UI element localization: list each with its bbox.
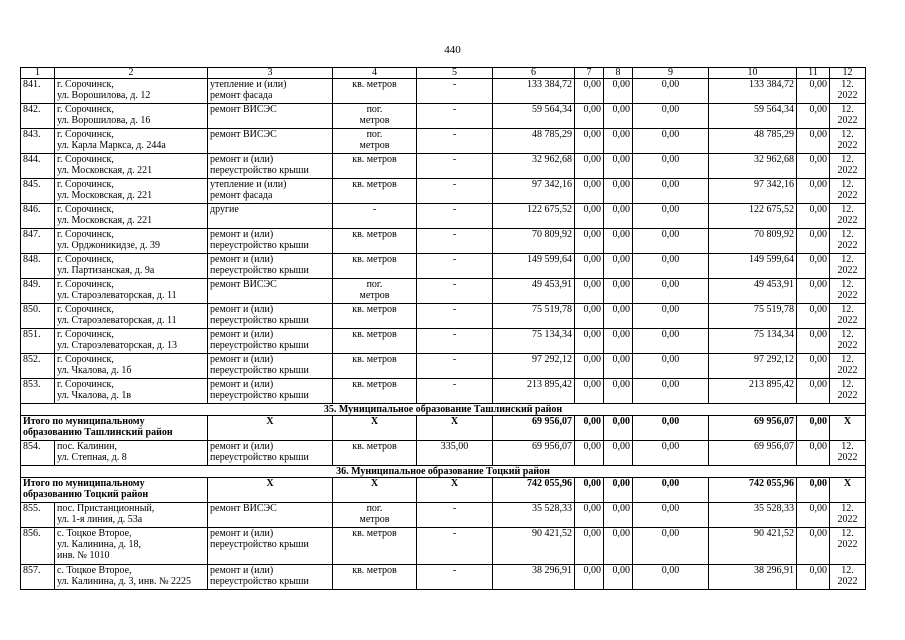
address: г. Сорочинск, ул. Карла Маркса, д. 244а [55,129,208,154]
col-11: 0,00 [797,329,830,354]
unit: кв. метров [333,79,417,104]
col-9: 0,00 [633,354,709,379]
column-number-1: 1 [21,68,55,79]
cost: 75 134,34 [493,329,575,354]
work-type: ремонт и (или) переустройство крыши [208,379,333,404]
address: г. Сорочинск, ул. Партизанская, д. 9а [55,254,208,279]
work-type: ремонт и (или) переустройство крыши [208,304,333,329]
col-9: 0,00 [633,104,709,129]
deadline: 12. 2022 [830,179,866,204]
col-7: 0,00 [575,254,604,279]
address: г. Сорочинск, ул. Московская, д. 221 [55,179,208,204]
work-type: ремонт и (или) переустройство крыши [208,354,333,379]
work-type: ремонт и (или) переустройство крыши [208,329,333,354]
col-8: 0,00 [604,204,633,229]
unit: пог. метров [333,279,417,304]
row-number: 856. [21,528,55,565]
quantity: 335,00 [417,441,493,466]
table-row [21,129,866,154]
table-body [21,68,866,590]
table-row [21,379,866,404]
deadline: 12. 2022 [830,254,866,279]
col-11: 0,00 [797,354,830,379]
unit: кв. метров [333,179,417,204]
deadline: 12. 2022 [830,229,866,254]
address: г. Сорочинск, ул. Московская, д. 221 [55,154,208,179]
work-type: ремонт и (или) переустройство крыши [208,254,333,279]
col-8: 0,00 [604,254,633,279]
table-row [21,441,866,466]
col-8: 0,00 [604,104,633,129]
deadline: 12. 2022 [830,104,866,129]
cost: 133 384,72 [493,79,575,104]
col-8: 0,00 [604,379,633,404]
deadline: 12. 2022 [830,565,866,590]
cost: 59 564,34 [493,104,575,129]
subtotal-row [21,416,866,441]
row-number: 851. [21,329,55,354]
subtotal-work-type: X [208,478,333,503]
cost: 32 962,68 [493,154,575,179]
col-7: 0,00 [575,279,604,304]
subtotal-col-7: 0,00 [575,416,604,441]
col-8: 0,00 [604,441,633,466]
col-9: 0,00 [633,565,709,590]
table-row [21,154,866,179]
total-cost: 70 809,92 [709,229,797,254]
column-number-3: 3 [208,68,333,79]
subtotal-deadline: X [830,478,866,503]
subtotal-col-11: 0,00 [797,478,830,503]
quantity: - [417,528,493,565]
subtotal-col-8: 0,00 [604,478,633,503]
row-number: 857. [21,565,55,590]
address: г. Сорочинск, ул. Староэлеваторская, д. 13 [55,329,208,354]
row-number: 847. [21,229,55,254]
work-type: ремонт и (или) переустройство крыши [208,528,333,565]
subtotal-unit: X [333,416,417,441]
col-7: 0,00 [575,129,604,154]
quantity: - [417,254,493,279]
subtotal-col-9: 0,00 [633,416,709,441]
column-number-12: 12 [830,68,866,79]
address: г. Сорочинск, ул. Московская, д. 221 [55,204,208,229]
quantity: - [417,154,493,179]
col-9: 0,00 [633,154,709,179]
address: пос. Пристанционный, ул. 1-я линия, д. 53а [55,503,208,528]
total-cost: 90 421,52 [709,528,797,565]
page-number: 440 [444,44,461,56]
quantity: - [417,229,493,254]
col-8: 0,00 [604,354,633,379]
quantity: - [417,104,493,129]
col-7: 0,00 [575,354,604,379]
cost: 35 528,33 [493,503,575,528]
address: г. Сорочинск, ул. Ворошилова, д. 12 [55,79,208,104]
work-type: ремонт и (или) переустройство крыши [208,441,333,466]
deadline: 12. 2022 [830,204,866,229]
row-number: 852. [21,354,55,379]
col-11: 0,00 [797,79,830,104]
col-11: 0,00 [797,503,830,528]
col-9: 0,00 [633,204,709,229]
address: с. Тоцкое Второе, ул. Калинина, д. 3, инв. № 2225 [55,565,208,590]
total-cost: 59 564,34 [709,104,797,129]
col-9: 0,00 [633,229,709,254]
address: г. Сорочинск, ул. Чкалова, д. 1б [55,354,208,379]
cost: 97 292,12 [493,354,575,379]
subtotal-total-cost: 742 055,96 [709,478,797,503]
deadline: 12. 2022 [830,379,866,404]
total-cost: 133 384,72 [709,79,797,104]
subtotal-row [21,478,866,503]
col-11: 0,00 [797,304,830,329]
total-cost: 35 528,33 [709,503,797,528]
col-11: 0,00 [797,528,830,565]
col-11: 0,00 [797,279,830,304]
col-7: 0,00 [575,304,604,329]
table-row [21,204,866,229]
total-cost: 69 956,07 [709,441,797,466]
column-number-4: 4 [333,68,417,79]
unit: кв. метров [333,354,417,379]
table-row [21,565,866,590]
col-9: 0,00 [633,441,709,466]
row-number: 854. [21,441,55,466]
unit: кв. метров [333,379,417,404]
total-cost: 149 599,64 [709,254,797,279]
quantity: - [417,379,493,404]
col-8: 0,00 [604,503,633,528]
col-8: 0,00 [604,528,633,565]
total-cost: 38 296,91 [709,565,797,590]
table-row [21,104,866,129]
col-9: 0,00 [633,129,709,154]
column-number-10: 10 [709,68,797,79]
col-11: 0,00 [797,204,830,229]
row-number: 848. [21,254,55,279]
col-11: 0,00 [797,254,830,279]
col-7: 0,00 [575,179,604,204]
address: г. Сорочинск, ул. Ворошилова, д. 16 [55,104,208,129]
quantity: - [417,354,493,379]
total-cost: 97 342,16 [709,179,797,204]
col-8: 0,00 [604,565,633,590]
cost: 149 599,64 [493,254,575,279]
quantity: - [417,565,493,590]
table-row [21,254,866,279]
row-number: 845. [21,179,55,204]
deadline: 12. 2022 [830,304,866,329]
total-cost: 75 134,34 [709,329,797,354]
deadline: 12. 2022 [830,154,866,179]
col-7: 0,00 [575,329,604,354]
deadline: 12. 2022 [830,354,866,379]
col-7: 0,00 [575,154,604,179]
unit: - [333,204,417,229]
row-number: 843. [21,129,55,154]
unit: пог. метров [333,129,417,154]
unit: кв. метров [333,304,417,329]
quantity: - [417,503,493,528]
section-title: 36. Муниципальное образование Тоцкий район [21,466,866,478]
col-8: 0,00 [604,329,633,354]
subtotal-total-cost: 69 956,07 [709,416,797,441]
col-11: 0,00 [797,441,830,466]
quantity: - [417,179,493,204]
cost: 69 956,07 [493,441,575,466]
subtotal-deadline: X [830,416,866,441]
row-number: 849. [21,279,55,304]
column-number-5: 5 [417,68,493,79]
unit: пог. метров [333,104,417,129]
unit: кв. метров [333,329,417,354]
address: г. Сорочинск, ул. Староэлеваторская, д. 11 [55,304,208,329]
col-9: 0,00 [633,379,709,404]
address: г. Сорочинск, ул. Староэлеваторская, д. 11 [55,279,208,304]
unit: кв. метров [333,528,417,565]
quantity: - [417,129,493,154]
cost: 90 421,52 [493,528,575,565]
subtotal-label: Итого по муниципальному образованию Ташлинский район [21,416,208,441]
header-row [21,68,866,79]
col-11: 0,00 [797,565,830,590]
work-type: ремонт ВИСЭС [208,104,333,129]
subtotal-work-type: X [208,416,333,441]
total-cost: 32 962,68 [709,154,797,179]
table-row [21,354,866,379]
col-9: 0,00 [633,79,709,104]
col-8: 0,00 [604,279,633,304]
col-7: 0,00 [575,503,604,528]
col-9: 0,00 [633,179,709,204]
row-number: 855. [21,503,55,528]
address: пос. Калинин, ул. Степная, д. 8 [55,441,208,466]
col-7: 0,00 [575,565,604,590]
address: г. Сорочинск, ул. Чкалова, д. 1в [55,379,208,404]
row-number: 850. [21,304,55,329]
table-row [21,279,866,304]
col-9: 0,00 [633,329,709,354]
subtotal-label: Итого по муниципальному образованию Тоцкий район [21,478,208,503]
subtotal-unit: X [333,478,417,503]
deadline: 12. 2022 [830,441,866,466]
col-9: 0,00 [633,279,709,304]
row-number: 842. [21,104,55,129]
unit: кв. метров [333,154,417,179]
column-number-6: 6 [493,68,575,79]
total-cost: 213 895,42 [709,379,797,404]
col-8: 0,00 [604,154,633,179]
subtotal-quantity: X [417,416,493,441]
deadline: 12. 2022 [830,79,866,104]
col-9: 0,00 [633,503,709,528]
repair-register-table [20,67,866,590]
deadline: 12. 2022 [830,528,866,565]
cost: 213 895,42 [493,379,575,404]
table-row [21,304,866,329]
unit: пог. метров [333,503,417,528]
section-heading-row [21,466,866,478]
col-8: 0,00 [604,304,633,329]
cost: 48 785,29 [493,129,575,154]
work-type: другие [208,204,333,229]
work-type: ремонт ВИСЭС [208,279,333,304]
col-8: 0,00 [604,79,633,104]
work-type: утепление и (или) ремонт фасада [208,179,333,204]
subtotal-cost: 742 055,96 [493,478,575,503]
subtotal-col-8: 0,00 [604,416,633,441]
total-cost: 122 675,52 [709,204,797,229]
col-11: 0,00 [797,179,830,204]
col-11: 0,00 [797,129,830,154]
work-type: ремонт и (или) переустройство крыши [208,229,333,254]
quantity: - [417,304,493,329]
unit: кв. метров [333,229,417,254]
subtotal-cost: 69 956,07 [493,416,575,441]
table-row [21,79,866,104]
table-row [21,503,866,528]
row-number: 846. [21,204,55,229]
subtotal-col-7: 0,00 [575,478,604,503]
quantity: - [417,79,493,104]
work-type: ремонт и (или) переустройство крыши [208,565,333,590]
col-7: 0,00 [575,229,604,254]
col-11: 0,00 [797,229,830,254]
cost: 49 453,91 [493,279,575,304]
col-7: 0,00 [575,441,604,466]
address: г. Сорочинск, ул. Орджоникидзе, д. 39 [55,229,208,254]
total-cost: 97 292,12 [709,354,797,379]
table-row [21,528,866,565]
work-type: утепление и (или) ремонт фасада [208,79,333,104]
column-number-2: 2 [55,68,208,79]
table-row [21,229,866,254]
deadline: 12. 2022 [830,129,866,154]
row-number: 853. [21,379,55,404]
cost: 97 342,16 [493,179,575,204]
subtotal-col-9: 0,00 [633,478,709,503]
total-cost: 48 785,29 [709,129,797,154]
total-cost: 75 519,78 [709,304,797,329]
column-number-7: 7 [575,68,604,79]
col-8: 0,00 [604,179,633,204]
col-9: 0,00 [633,304,709,329]
col-11: 0,00 [797,379,830,404]
section-heading-row [21,404,866,416]
work-type: ремонт ВИСЭС [208,503,333,528]
col-7: 0,00 [575,79,604,104]
col-7: 0,00 [575,528,604,565]
col-11: 0,00 [797,154,830,179]
address: с. Тоцкое Второе, ул. Калинина, д. 18, инв. № 1010 [55,528,208,565]
total-cost: 49 453,91 [709,279,797,304]
col-7: 0,00 [575,104,604,129]
cost: 122 675,52 [493,204,575,229]
quantity: - [417,204,493,229]
cost: 70 809,92 [493,229,575,254]
work-type: ремонт и (или) переустройство крыши [208,154,333,179]
col-11: 0,00 [797,104,830,129]
unit: кв. метров [333,254,417,279]
cost: 75 519,78 [493,304,575,329]
quantity: - [417,279,493,304]
table-row [21,179,866,204]
unit: кв. метров [333,565,417,590]
col-9: 0,00 [633,254,709,279]
deadline: 12. 2022 [830,279,866,304]
col-7: 0,00 [575,204,604,229]
unit: кв. метров [333,441,417,466]
deadline: 12. 2022 [830,503,866,528]
row-number: 844. [21,154,55,179]
section-title: 35. Муниципальное образование Ташлинский район [21,404,866,416]
col-7: 0,00 [575,379,604,404]
subtotal-col-11: 0,00 [797,416,830,441]
quantity: - [417,329,493,354]
work-type: ремонт ВИСЭС [208,129,333,154]
table-row [21,329,866,354]
col-9: 0,00 [633,528,709,565]
row-number: 841. [21,79,55,104]
cost: 38 296,91 [493,565,575,590]
column-number-9: 9 [633,68,709,79]
deadline: 12. 2022 [830,329,866,354]
column-number-8: 8 [604,68,633,79]
col-8: 0,00 [604,129,633,154]
column-number-11: 11 [797,68,830,79]
col-8: 0,00 [604,229,633,254]
subtotal-quantity: X [417,478,493,503]
